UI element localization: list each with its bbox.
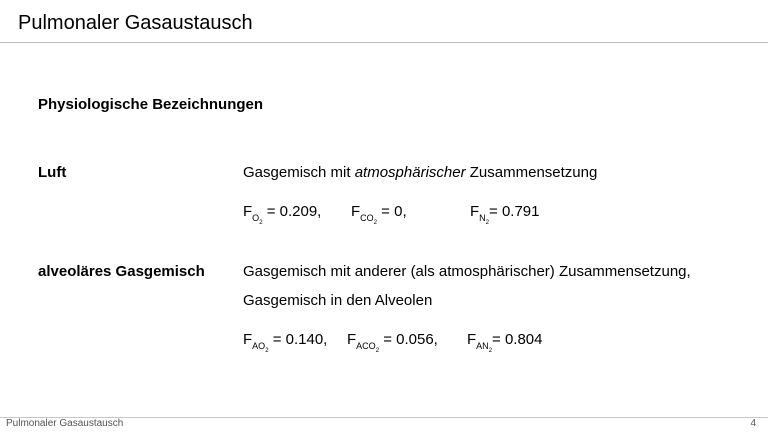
fraction-symbol: F [243, 203, 253, 220]
title-divider [0, 42, 768, 43]
subscript-index: 2 [488, 348, 493, 354]
subscript: AO [252, 341, 266, 351]
page-number: 4 [750, 418, 756, 429]
definition-luft-prefix: Gasgemisch mit [243, 164, 355, 181]
formula-value: = 0.056, [379, 331, 438, 348]
formula-luft-co2 [351, 203, 407, 224]
formula-alveolar-n2 [467, 331, 543, 352]
subscript: AN [476, 341, 489, 351]
term-luft: Luft [38, 164, 67, 181]
subscript-index: 2 [485, 220, 490, 226]
term-alveolar: alveoläres Gasgemisch [38, 263, 205, 280]
subscript: ACO [356, 341, 376, 351]
definition-luft-suffix: Zusammensetzung [465, 164, 598, 181]
formula-value: = 0.791 [489, 203, 540, 220]
subscript: O [252, 213, 260, 223]
formula-alveolar-co2 [347, 331, 438, 352]
formula-value: = 0.140, [268, 331, 328, 348]
fraction-symbol: F [467, 331, 477, 348]
definition-luft-italic: atmosphärischer [354, 164, 466, 181]
footer-title: Pulmonaler Gasaustausch [6, 418, 124, 429]
slide-title: Pulmonaler Gasaustausch [18, 12, 253, 34]
formula-value: = 0.804 [492, 331, 543, 348]
formula-value: = 0, [377, 203, 407, 220]
subscript-index: 2 [375, 348, 380, 354]
subscript-index: 2 [259, 220, 263, 226]
subscript: CO [360, 213, 374, 223]
subscript: N [479, 213, 486, 223]
fraction-symbol: F [351, 203, 361, 220]
formula-luft-o2 [243, 203, 321, 224]
fraction-symbol: F [347, 331, 357, 348]
formula-alveolar-o2 [243, 331, 327, 352]
fraction-symbol: F [470, 203, 480, 220]
section-heading: Physiologische Bezeichnungen [38, 96, 264, 113]
formula-value: = 0.209, [262, 203, 322, 220]
fraction-symbol: F [243, 331, 253, 348]
formula-luft-n2 [470, 203, 539, 224]
subscript-index: 2 [265, 348, 269, 354]
definition-alveolar-line1: Gasgemisch mit anderer (als atmosphärischer) Zusammensetzung, [243, 263, 691, 280]
subscript-index: 2 [373, 220, 378, 226]
definition-alveolar-line2: Gasgemisch in den Alveolen [243, 292, 433, 309]
definition-luft [243, 164, 597, 182]
